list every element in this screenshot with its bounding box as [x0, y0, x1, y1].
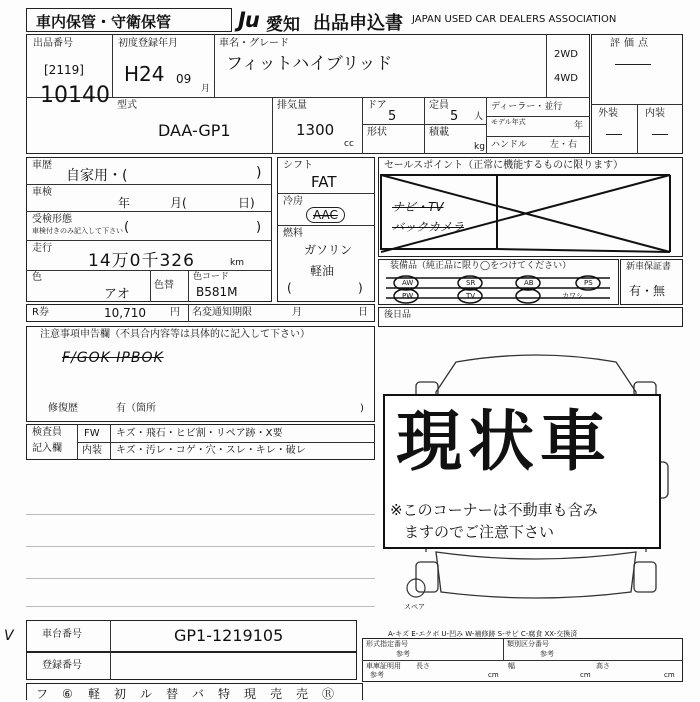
chassis-value: GP1-1219105: [174, 626, 284, 645]
shift-value: FAT: [311, 173, 337, 191]
inspector-in-label: 内装: [82, 445, 102, 456]
receipt-close: ): [256, 220, 262, 235]
capacity-value: 5: [450, 109, 459, 124]
displacement-value: 1300: [296, 121, 335, 139]
equipment-label: 装備品（純正品に限り◯をつけてください）: [390, 261, 572, 271]
inspector-label-1: 検査員: [32, 427, 62, 438]
lot-sub-number: [2119]: [44, 63, 84, 77]
rating-label: 評価点: [610, 38, 652, 49]
doors-value: 5: [388, 109, 397, 124]
category-item: 特: [218, 687, 231, 701]
as-is-note-1: ※このコーナーは不動車も含み: [390, 501, 598, 519]
equipment-item-other: カワシ: [562, 292, 583, 300]
mileage-value: 14万0千326: [88, 251, 195, 271]
rating-dash: [615, 64, 651, 65]
color-code-label: 色コード: [193, 272, 230, 282]
chassis-label: 車台番号: [42, 629, 82, 640]
size-class-label: 類別区分番号: [507, 640, 549, 648]
handle-label: ハンドル: [491, 140, 528, 150]
rear-items-box: [378, 307, 683, 327]
association-name: JAPAN USED CAR DEALERS ASSOCIATION: [412, 14, 617, 25]
selling-point-1: ナビ・TV: [392, 200, 444, 214]
registration-year: H24: [124, 62, 165, 86]
inspection-month-unit: 月(: [170, 196, 187, 210]
margin-check-mark: V: [4, 628, 14, 644]
equipment-item-sr: SR: [466, 279, 476, 287]
notes-label: 注意事項申告欄（不具合内容等は具体的に記入して下さい）: [40, 329, 310, 340]
height-label: 高さ: [596, 662, 610, 670]
registration-label: 初度登録年月: [118, 38, 178, 49]
inspector-label-2: 記入欄: [32, 443, 62, 454]
capacity-unit: 人: [474, 112, 484, 122]
equipment-item-aw: AW: [402, 279, 414, 287]
damage-legend: A-キズ E-エクボ U-凹み W-補修跡 S-サビ C-腐食 XX-交換済: [388, 630, 578, 638]
selling-points-label: セールスポイント（正常に機能するものに限ります）: [384, 160, 624, 171]
name-change-day: 日: [358, 307, 368, 318]
recycle-value: 10,710: [104, 306, 146, 320]
interior-dash: [652, 134, 668, 135]
inspector-fw-text: キズ・飛石・ヒビ割・リペア跡・X要: [116, 428, 283, 439]
cooling-value: AAC: [306, 207, 345, 223]
exterior-label: 外装: [598, 108, 618, 119]
inspector-in-text: キズ・汚レ・コゲ・穴・スレ・キレ・破レ: [116, 445, 306, 456]
fuel-paren-open: (: [287, 281, 292, 295]
size-type-ref: 参考: [396, 650, 410, 658]
load-unit: kg: [474, 142, 485, 152]
history-label: 車歴: [32, 160, 52, 171]
interior-label: 内装: [645, 108, 665, 119]
lot-number: 10140: [40, 83, 110, 108]
plate-label: 登録番号: [42, 660, 82, 671]
name-change-month: 月: [292, 307, 302, 318]
model-label: 型式: [117, 100, 137, 111]
repair-close: ): [360, 403, 364, 414]
category-item: Ⓡ: [322, 687, 335, 701]
inspection-day-unit: 日): [238, 196, 255, 210]
equipment-item-tv: TV: [466, 292, 476, 300]
dealer-label: ディーラー・並行: [491, 102, 563, 112]
model-year-label: モデル年式: [491, 118, 526, 126]
warranty-label: 新車保証書: [626, 262, 672, 272]
repair-label: 修復歴: [48, 403, 78, 414]
inspection-year-unit: 年: [118, 196, 131, 210]
brand-region: 愛知: [266, 15, 300, 35]
color-value: アオ: [104, 287, 130, 302]
history-value: 自家用・(: [66, 168, 128, 184]
vehicle-name: フィットハイブリッド: [226, 54, 393, 74]
length-label: 長さ: [416, 662, 430, 670]
category-item: 初: [114, 687, 127, 701]
garage-cert-label: 車庫証明用: [366, 662, 401, 670]
doors-label: ドア: [367, 100, 387, 111]
vehicle-name-label: 車名・グレード: [219, 38, 289, 49]
category-item: 軽: [88, 687, 101, 701]
as-is-title: 現状車: [396, 403, 612, 480]
fuel-gasoline: ガソリン: [304, 243, 353, 257]
inspection-label: 車検: [32, 187, 52, 198]
fuel-diesel: 軽油: [310, 264, 335, 278]
load-label: 積載: [429, 127, 449, 138]
registration-month: 09: [176, 72, 192, 86]
recycle-label: R券: [32, 307, 49, 318]
mileage-label: 走行: [32, 243, 52, 254]
mileage-unit: km: [230, 258, 244, 268]
shift-label: シフト: [283, 160, 313, 171]
equipment-item-ab: AB: [524, 279, 534, 287]
fuel-label: 燃料: [283, 228, 303, 239]
category-item: フ: [36, 687, 49, 701]
ju-logo: Ju: [238, 8, 259, 32]
equipment-item-ps: PS: [584, 279, 593, 287]
length-unit: cm: [488, 671, 499, 679]
capacity-label: 定員: [429, 100, 449, 111]
receipt-label: 受検形態: [32, 214, 72, 225]
color-change-label: 色替: [154, 280, 174, 291]
selling-points-cross: [378, 172, 683, 257]
category-item: ル: [140, 687, 153, 701]
model-year-unit: 年: [574, 121, 584, 131]
drive-4wd: 4WD: [554, 73, 578, 84]
spare-label: スペア: [404, 603, 425, 611]
displacement-label: 排気量: [277, 100, 307, 111]
width-unit: cm: [580, 671, 591, 679]
storage-label: 車内保管・守衛保管: [36, 13, 172, 31]
equipment-item-pw: PW: [402, 292, 414, 300]
category-row-items: [36, 685, 342, 702]
category-item: 替: [166, 687, 179, 701]
category-item: 売: [270, 687, 283, 701]
displacement-unit: cc: [344, 139, 354, 149]
fuel-paren-close: ): [358, 281, 363, 295]
lot-label: 出品番号: [33, 38, 73, 49]
cooling-label: 冷房: [283, 196, 303, 207]
color-code-value: B581M: [196, 285, 238, 299]
as-is-note-2: ますのでご注意下さい: [404, 523, 555, 541]
registration-month-unit: 月: [201, 84, 211, 94]
notes-handwritten: F/GOK IPBOK: [62, 350, 164, 366]
history-close: ): [256, 165, 262, 181]
warranty-options: 有・無: [629, 284, 666, 298]
receipt-note: 車検付きのみ記入して下さい: [32, 227, 123, 235]
color-label: 色: [32, 272, 42, 283]
rear-items-label: 後日品: [384, 310, 412, 320]
form-title: 出品申込書: [313, 13, 403, 34]
inspector-fw-label: FW: [84, 428, 100, 439]
category-item: 売: [296, 687, 309, 701]
category-item: バ: [192, 687, 205, 701]
category-item: 現: [244, 687, 257, 701]
selling-point-2: バックカメラ: [392, 220, 465, 234]
size-type-label: 形式指定番号: [366, 640, 408, 648]
exterior-dash: [606, 134, 622, 135]
category-item: ⑥: [62, 687, 73, 701]
handle-options: 左・右: [550, 140, 578, 150]
recycle-unit: 円: [170, 307, 180, 318]
garage-cert-ref: 参考: [370, 671, 384, 679]
size-class-ref: 参考: [540, 650, 554, 658]
height-unit: cm: [664, 671, 675, 679]
repair-value: 有（箇所: [116, 403, 156, 414]
name-change-label: 名変通知期限: [192, 307, 252, 318]
shape-label: 形状: [367, 127, 387, 138]
receipt-open: (: [124, 220, 130, 235]
width-label: 幅: [508, 662, 515, 670]
model-value: DAA-GP1: [158, 121, 231, 140]
drive-2wd: 2WD: [554, 49, 578, 60]
